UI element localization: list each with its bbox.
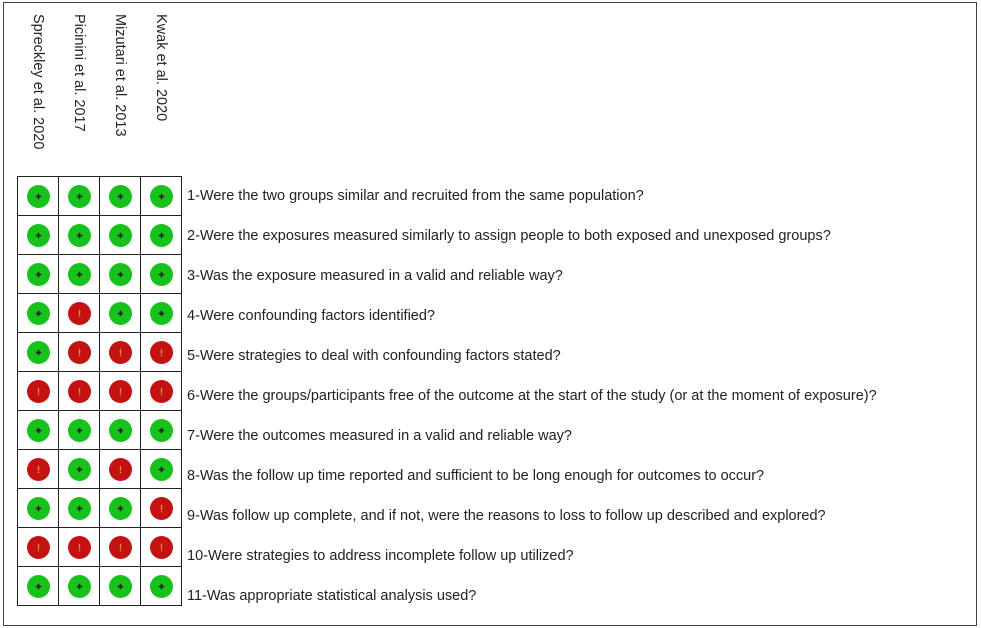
plus-icon (109, 263, 132, 286)
plus-icon (27, 302, 50, 325)
low-risk-dot (68, 224, 91, 247)
study-label: Picinini et al. 2017 (70, 14, 87, 132)
plus-icon (68, 575, 91, 598)
exclamation-icon (68, 341, 91, 364)
rating-cell (100, 216, 141, 255)
study-header-spreckley (17, 14, 58, 176)
low-risk-dot (150, 185, 173, 208)
low-risk-dot (68, 419, 91, 442)
plus-icon (27, 497, 50, 520)
low-risk-dot (27, 497, 50, 520)
low-risk-dot (27, 185, 50, 208)
plus-icon (68, 458, 91, 481)
plus-icon (27, 185, 50, 208)
grid-row (18, 177, 182, 216)
low-risk-dot (68, 263, 91, 286)
plus-icon (27, 224, 50, 247)
low-risk-dot (109, 263, 132, 286)
study-label: Kwak et al. 2020 (152, 14, 169, 122)
plus-icon (150, 185, 173, 208)
high-risk-dot (109, 341, 132, 364)
question-text: 9-Was follow up complete, and if not, were the reasons to loss to follow up described and explored? (187, 508, 826, 524)
grid-row (18, 216, 182, 255)
grid-row (18, 255, 182, 294)
low-risk-dot (68, 458, 91, 481)
high-risk-dot (150, 497, 173, 520)
rating-cell (18, 450, 59, 489)
rating-cell (59, 333, 100, 372)
study-headers (17, 14, 185, 176)
rating-cell (141, 255, 182, 294)
rating-cell (59, 450, 100, 489)
exclamation-icon (150, 380, 173, 403)
high-risk-dot (68, 302, 91, 325)
rating-cell (59, 372, 100, 411)
high-risk-dot (150, 536, 173, 559)
low-risk-dot (27, 263, 50, 286)
low-risk-dot (109, 224, 132, 247)
rating-cell (100, 372, 141, 411)
plus-icon (109, 224, 132, 247)
rating-cell (141, 294, 182, 333)
rating-cell (100, 177, 141, 216)
rating-cell (141, 489, 182, 528)
risk-of-bias-grid (17, 176, 182, 606)
plus-icon (27, 419, 50, 442)
question-text: 3-Was the exposure measured in a valid and reliable way? (187, 268, 563, 284)
study-label: Mizutari et al. 2013 (111, 14, 128, 137)
rating-cell (100, 411, 141, 450)
plus-icon (109, 419, 132, 442)
rating-cell (18, 411, 59, 450)
low-risk-dot (150, 575, 173, 598)
rating-cell (141, 450, 182, 489)
rating-cell (18, 216, 59, 255)
low-risk-dot (27, 302, 50, 325)
grid-row (18, 411, 182, 450)
question-text: 10-Were strategies to address incomplete follow up utilized? (187, 548, 574, 564)
study-header-picinini (58, 14, 99, 176)
low-risk-dot (109, 575, 132, 598)
low-risk-dot (27, 419, 50, 442)
low-risk-dot (68, 497, 91, 520)
question-text: 2-Were the exposures measured similarly to assign people to both exposed and unexposed groups? (187, 228, 831, 244)
grid-row (18, 528, 182, 567)
exclamation-icon (68, 536, 91, 559)
study-header-mizutari (99, 14, 140, 176)
grid-row (18, 489, 182, 528)
grid-row (18, 372, 182, 411)
low-risk-dot (109, 302, 132, 325)
rating-cell (18, 567, 59, 606)
rating-cell (100, 450, 141, 489)
low-risk-dot (150, 263, 173, 286)
plus-icon (150, 224, 173, 247)
exclamation-icon (27, 536, 50, 559)
rating-cell (18, 333, 59, 372)
low-risk-dot (68, 575, 91, 598)
plus-icon (68, 497, 91, 520)
low-risk-dot (109, 497, 132, 520)
exclamation-icon (109, 536, 132, 559)
plus-icon (150, 575, 173, 598)
rating-cell (141, 177, 182, 216)
low-risk-dot (150, 419, 173, 442)
rating-cell (59, 255, 100, 294)
low-risk-dot (109, 419, 132, 442)
plus-icon (150, 263, 173, 286)
rating-cell (100, 528, 141, 567)
exclamation-icon (68, 380, 91, 403)
question-text: 8-Was the follow up time reported and sufficient to be long enough for outcomes to occur? (187, 468, 765, 484)
plus-icon (68, 224, 91, 247)
high-risk-dot (68, 380, 91, 403)
study-header-kwak (140, 14, 181, 176)
grid-row (18, 567, 182, 606)
high-risk-dot (150, 341, 173, 364)
plus-icon (109, 302, 132, 325)
rating-cell (18, 255, 59, 294)
plus-icon (150, 419, 173, 442)
plus-icon (109, 185, 132, 208)
grid-row (18, 450, 182, 489)
grid-row (18, 333, 182, 372)
grid-row (18, 294, 182, 333)
exclamation-icon (68, 302, 91, 325)
rating-cell (59, 528, 100, 567)
plus-icon (68, 419, 91, 442)
rating-cell (141, 372, 182, 411)
exclamation-icon (27, 380, 50, 403)
rating-cell (100, 567, 141, 606)
low-risk-dot (27, 224, 50, 247)
question-text: 1-Were the two groups similar and recruited from the same population? (187, 188, 644, 204)
high-risk-dot (109, 536, 132, 559)
high-risk-dot (109, 458, 132, 481)
high-risk-dot (68, 536, 91, 559)
plus-icon (27, 263, 50, 286)
rating-cell (59, 177, 100, 216)
rating-cell (141, 411, 182, 450)
rating-cell (141, 216, 182, 255)
rating-cell (18, 528, 59, 567)
high-risk-dot (68, 341, 91, 364)
question-text: 11-Was appropriate statistical analysis used? (187, 588, 477, 604)
low-risk-dot (68, 185, 91, 208)
question-text: 6-Were the groups/participants free of the outcome at the start of the study (or at the moment of exposure)? (187, 388, 877, 404)
rating-cell (141, 528, 182, 567)
rating-cell (100, 333, 141, 372)
plus-icon (150, 302, 173, 325)
rating-cell (141, 333, 182, 372)
exclamation-icon (27, 458, 50, 481)
rating-cell (59, 294, 100, 333)
plus-icon (27, 341, 50, 364)
high-risk-dot (27, 380, 50, 403)
exclamation-icon (150, 341, 173, 364)
plus-icon (150, 458, 173, 481)
question-text: 4-Were confounding factors identified? (187, 308, 435, 324)
exclamation-icon (109, 380, 132, 403)
exclamation-icon (150, 536, 173, 559)
low-risk-dot (150, 224, 173, 247)
question-text: 5-Were strategies to deal with confounding factors stated? (187, 348, 561, 364)
rating-cell (59, 411, 100, 450)
rating-cell (59, 567, 100, 606)
low-risk-dot (150, 458, 173, 481)
rating-cell (59, 216, 100, 255)
plus-icon (68, 263, 91, 286)
low-risk-dot (27, 575, 50, 598)
high-risk-dot (27, 458, 50, 481)
rating-cell (59, 489, 100, 528)
high-risk-dot (150, 380, 173, 403)
low-risk-dot (27, 341, 50, 364)
high-risk-dot (109, 380, 132, 403)
study-label: Spreckley et al. 2020 (29, 14, 46, 150)
question-text: 7-Were the outcomes measured in a valid and reliable way? (187, 428, 572, 444)
rating-cell (100, 294, 141, 333)
rating-cell (18, 489, 59, 528)
rating-cell (100, 489, 141, 528)
rating-cell (141, 567, 182, 606)
rating-cell (18, 372, 59, 411)
exclamation-icon (109, 458, 132, 481)
plus-icon (109, 497, 132, 520)
rating-cell (18, 294, 59, 333)
exclamation-icon (150, 497, 173, 520)
exclamation-icon (109, 341, 132, 364)
plus-icon (27, 575, 50, 598)
plus-icon (109, 575, 132, 598)
high-risk-dot (27, 536, 50, 559)
low-risk-dot (150, 302, 173, 325)
rating-cell (18, 177, 59, 216)
low-risk-dot (109, 185, 132, 208)
rating-cell (100, 255, 141, 294)
question-list (187, 176, 877, 616)
plus-icon (68, 185, 91, 208)
